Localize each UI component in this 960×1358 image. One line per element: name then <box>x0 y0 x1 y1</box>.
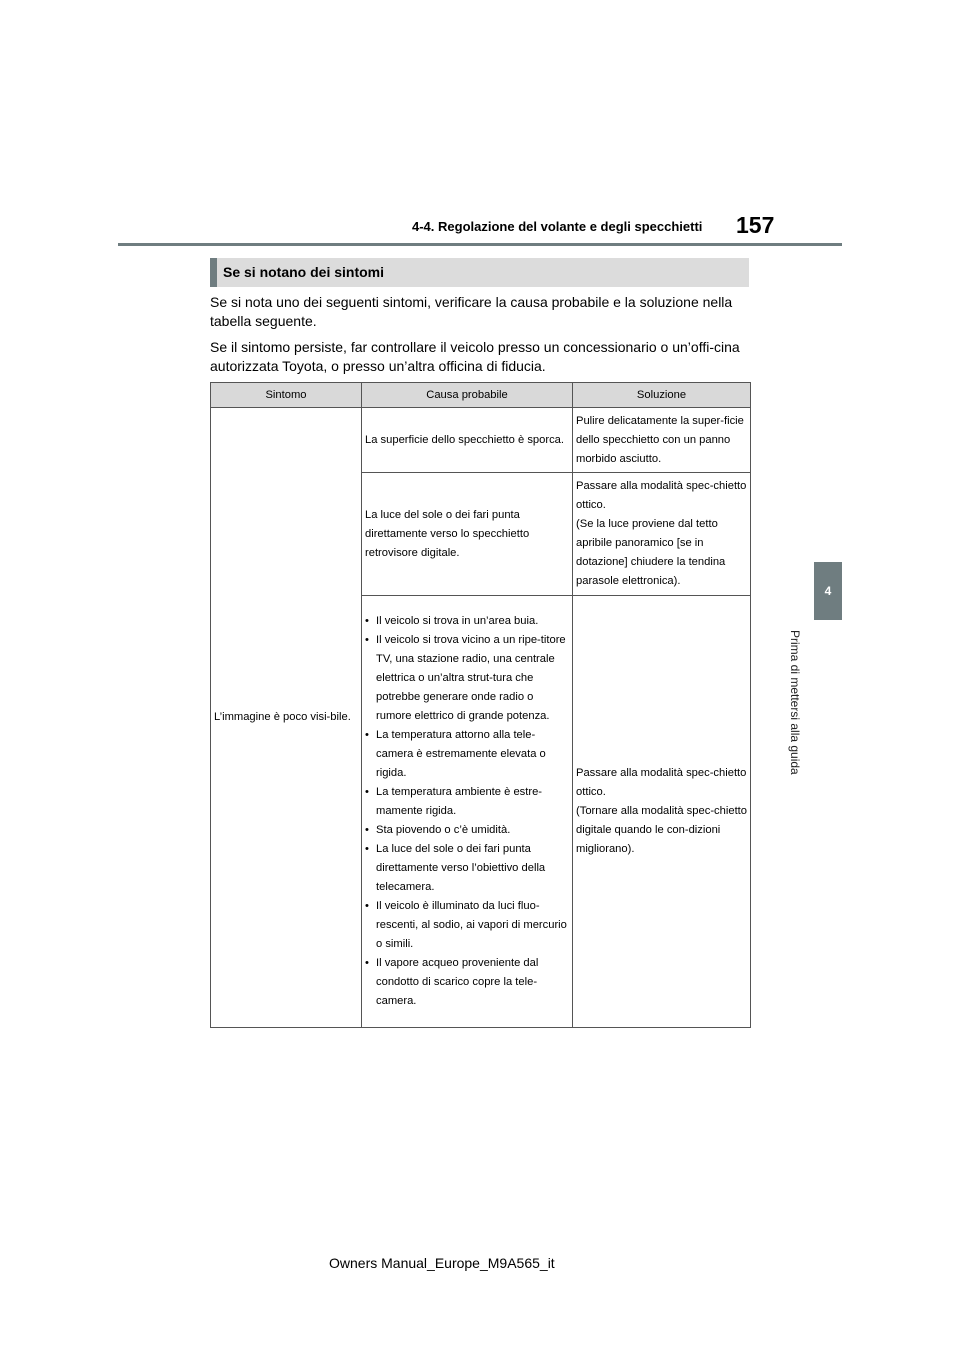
cause-list <box>365 612 569 1011</box>
intro-paragraph: Se il sintomo persiste, far controllare il veicolo presso un concessionario o un’offi-cina autorizzata Toyota, o presso un’altra officina di fiducia. <box>210 339 740 374</box>
chapter-tab: 4 <box>814 562 842 620</box>
table-header-row <box>211 383 751 408</box>
column-header-solution: Soluzione <box>573 383 751 408</box>
solution-cell: Pulire delicatamente la super-ficie dello specchietto con un panno morbido asciutto. <box>573 408 751 473</box>
list-item: • Il vapore acqueo proveniente dal condotto di scarico copre la tele-camera. <box>365 954 569 1011</box>
solution-cell: Passare alla modalità spec-chietto ottico. (Se la luce proviene dal tetto apribile panoramico [se in dotazione] chiudere la tendina parasole elettronica). <box>573 473 751 596</box>
list-item: • La temperatura ambiente è estre-mamente rigida. <box>365 783 569 821</box>
column-header-symptom: Sintomo <box>211 383 362 408</box>
list-item: • Sta piovendo o c’è umidità. <box>365 821 569 840</box>
cause-cell: La superficie dello specchietto è sporca. <box>362 408 573 473</box>
symptoms-table <box>210 382 751 1028</box>
footer-manual-id: Owners Manual_Europe_M9A565_it <box>329 1255 555 1271</box>
table-row <box>211 408 751 473</box>
solution-cell: Passare alla modalità spec-chietto ottico. (Tornare alla modalità spec-chietto digitale quando le con-dizioni migliorano). <box>573 596 751 1028</box>
section-heading: Se si notano dei sintomi <box>210 258 749 287</box>
cause-cell: La luce del sole o dei fari punta direttamente verso lo specchietto retrovisore digitale. <box>362 473 573 596</box>
page-number: 157 <box>736 212 775 238</box>
intro-paragraph: Se si nota uno dei seguenti sintomi, verificare la causa probabile e la soluzione nella tabella seguente. <box>210 294 733 329</box>
intro-text <box>210 293 755 383</box>
cause-list-cell <box>362 596 573 1028</box>
list-item: • La temperatura attorno alla tele-camera è estremamente elevata o rigida. <box>365 726 569 783</box>
header-divider <box>118 243 842 246</box>
list-item: • Il veicolo si trova vicino a un ripe-titore TV, una stazione radio, una centrale elettrica o un’altra strut-tura che potrebbe generare onde radio o rumore elettrico di grande potenza. <box>365 631 569 726</box>
list-item: • Il veicolo si trova in un’area buia. <box>365 612 569 631</box>
column-header-cause: Causa probabile <box>362 383 573 408</box>
list-item: • La luce del sole o dei fari punta direttamente verso l’obiettivo della telecamera. <box>365 840 569 897</box>
running-header: 4-4. Regolazione del volante e degli specchietti <box>412 219 703 234</box>
symptom-cell: L’immagine è poco visi-bile. <box>211 408 362 1028</box>
chapter-side-title: Prima di mettersi alla guida <box>788 630 802 775</box>
list-item: • Il veicolo è illuminato da luci fluo-rescenti, al sodio, ai vapori di mercurio o simili. <box>365 897 569 954</box>
